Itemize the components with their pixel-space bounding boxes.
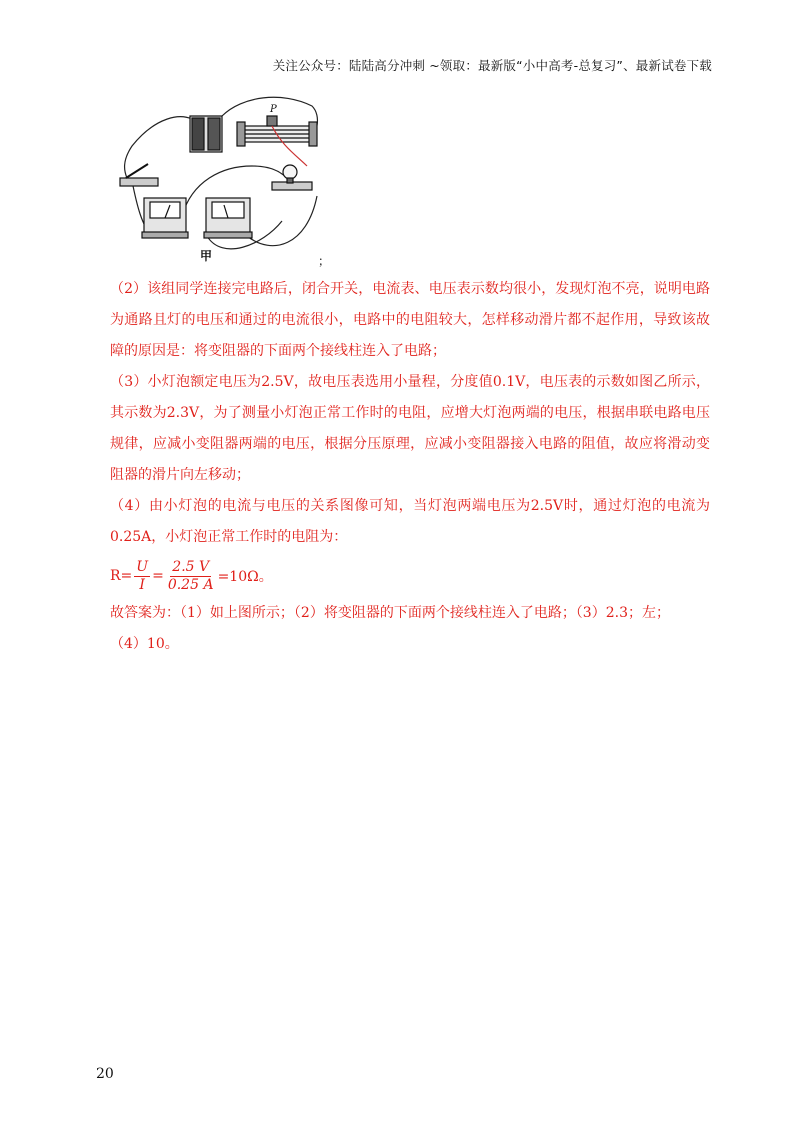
- lamp: [272, 165, 312, 190]
- figure-semicolon: ；: [318, 254, 331, 268]
- page-header: 关注公众号：陆陆高分冲刺 ~领取：最新版“小中高考-总复习”、最新试卷下载: [272, 58, 712, 73]
- figure-label: 甲: [200, 249, 213, 263]
- slider-label: P: [270, 104, 277, 115]
- voltmeter: [204, 198, 252, 238]
- formula-result: =10Ω。: [217, 569, 273, 585]
- fraction-numerator: 2.5 V: [172, 558, 210, 575]
- paragraph-3: （3）小灯泡额定电压为2.5V，故电压表选用小量程，分度值0.1V，电压表的示数如图乙所示，其示数为2.3V，为了测量小灯泡正常工作时的电阻，应增大灯泡两端的电压，根据串联电路电压规律，应减小变阻器两端的电压，根据分压原理，应减小变阻器接入电路的阻值，故应将滑动变阻器的滑片向左移动；: [110, 374, 710, 483]
- resistance-formula: [110, 556, 710, 596]
- fraction-denominator: 0.25 A: [167, 576, 214, 593]
- ammeter: [142, 198, 188, 238]
- answer-line-2: （4）10。: [110, 636, 179, 652]
- paragraph-4: （4）由小灯泡的电流与电压的关系图像可知，当灯泡两端电压为2.5V时，通过灯泡的电流为0.25A，小灯泡正常工作时的电阻为：: [110, 498, 710, 545]
- fraction-values: [166, 559, 216, 594]
- formula-equals: =: [152, 568, 164, 584]
- paragraph-2: （2）该组同学连接完电路后，闭合开关，电流表、电压表示数均很小，发现灯泡不亮，说明电路为通路且灯的电压和通过的电流很小，电路中的电阻较大，怎样移动滑片都不起作用，导致该故障的原因是：将变阻器的下面两个接线柱连入了电路；: [110, 281, 710, 359]
- formula-lhs: R=: [110, 568, 133, 584]
- fraction-numerator: U: [136, 558, 149, 575]
- rheostat: [237, 116, 317, 166]
- fraction-u-over-i: [134, 559, 150, 594]
- answer-line-1: 故答案为：（1）如上图所示；（2）将变阻器的下面两个接线柱连入了电路；（3）2.3；左；: [110, 605, 670, 621]
- battery-box: [190, 116, 222, 152]
- fraction-denominator: I: [139, 576, 145, 593]
- page-number: 20: [96, 1066, 114, 1082]
- solution-content: [110, 274, 710, 660]
- circuit-diagram: [112, 86, 332, 266]
